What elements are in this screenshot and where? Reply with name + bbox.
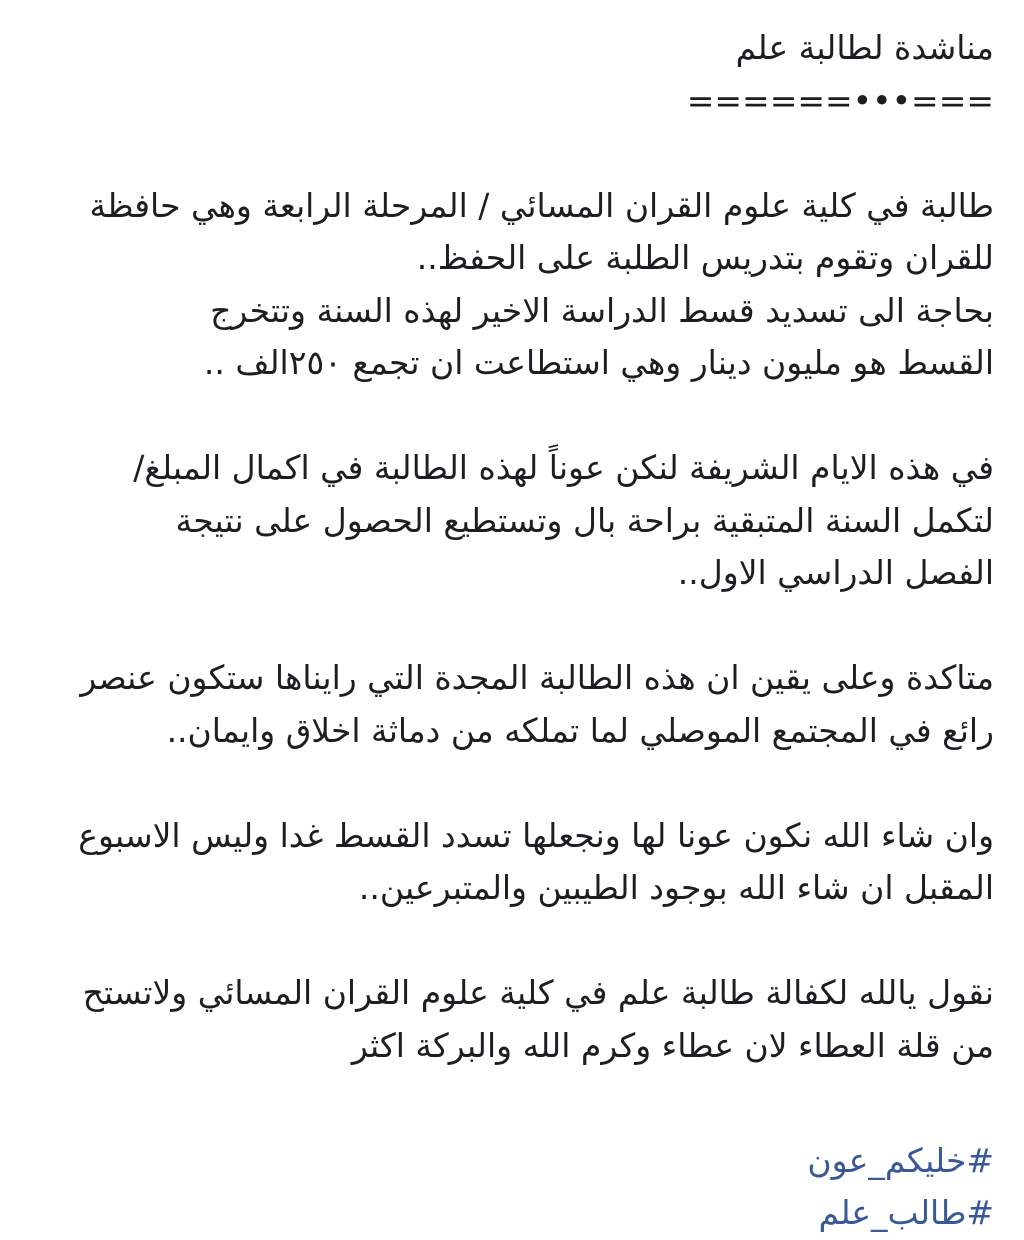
paragraph-3 [24,652,994,757]
spacer [24,127,994,180]
hashtag-link-khalikum-aoun[interactable]: #خليكم_عون [807,1140,994,1180]
spacer [24,1072,994,1125]
spacer [24,390,994,443]
paragraph-line: المقبل ان شاء الله بوجود الطيبين والمتبرعين.. [358,868,994,907]
paragraph-5 [24,967,994,1072]
paragraph-line: متاكدة وعلى يقين ان هذه الطالبة المجدة التي رايناها ستكون عنصر [80,658,994,697]
paragraph-1 [24,180,994,390]
paragraph-line: لتكمل السنة المتبقية براحة بال وتستطيع الحصول على نتيجة [175,500,994,540]
hashtag-link-talib-ilm[interactable]: #طالب_علم [818,1193,994,1232]
post-divider: ===•••====== [686,80,994,120]
paragraph-line: من قلة العطاء لان عطاء وكرم الله والبركة اكثر [351,1025,994,1065]
hashtag-list [24,1135,994,1240]
spacer [24,757,994,810]
paragraph-line: الفصل الدراسي الاول.. [677,553,994,592]
paragraph-4 [24,810,994,915]
paragraph-line: في هذه الايام الشريفة لنكن عوناً لهذه الطالبة في اكمال المبلغ/ [133,448,994,487]
paragraph-line: القسط هو مليون دينار وهي استطاعت ان تجمع ٢٥٠الف .. [203,343,994,382]
paragraph-line: للقران وتقوم بتدريس الطلبة على الحفظ.. [416,238,994,277]
post-title: مناشدة لطالبة علم [735,28,994,67]
paragraph-line: بحاجة الى تسديد قسط الدراسة الاخير لهذه السنة وتتخرج [210,290,994,330]
paragraph-2 [24,442,994,600]
spacer [24,915,994,968]
paragraph-line: نقول يالله لكفالة طالبة علم في كلية علوم القران المسائي ولاتستح [82,973,994,1012]
paragraph-line: طالبة في كلية علوم القران المسائي / المرحلة الرابعة وهي حافظة [89,185,994,225]
paragraph-line: وان شاء الله نكون عونا لها ونجعلها تسدد القسط غدا وليس الاسبوع [78,815,994,855]
paragraph-line: رائع في المجتمع الموصلي لما تملكه من دماثة اخلاق وايمان.. [166,710,994,750]
spacer [24,600,994,653]
